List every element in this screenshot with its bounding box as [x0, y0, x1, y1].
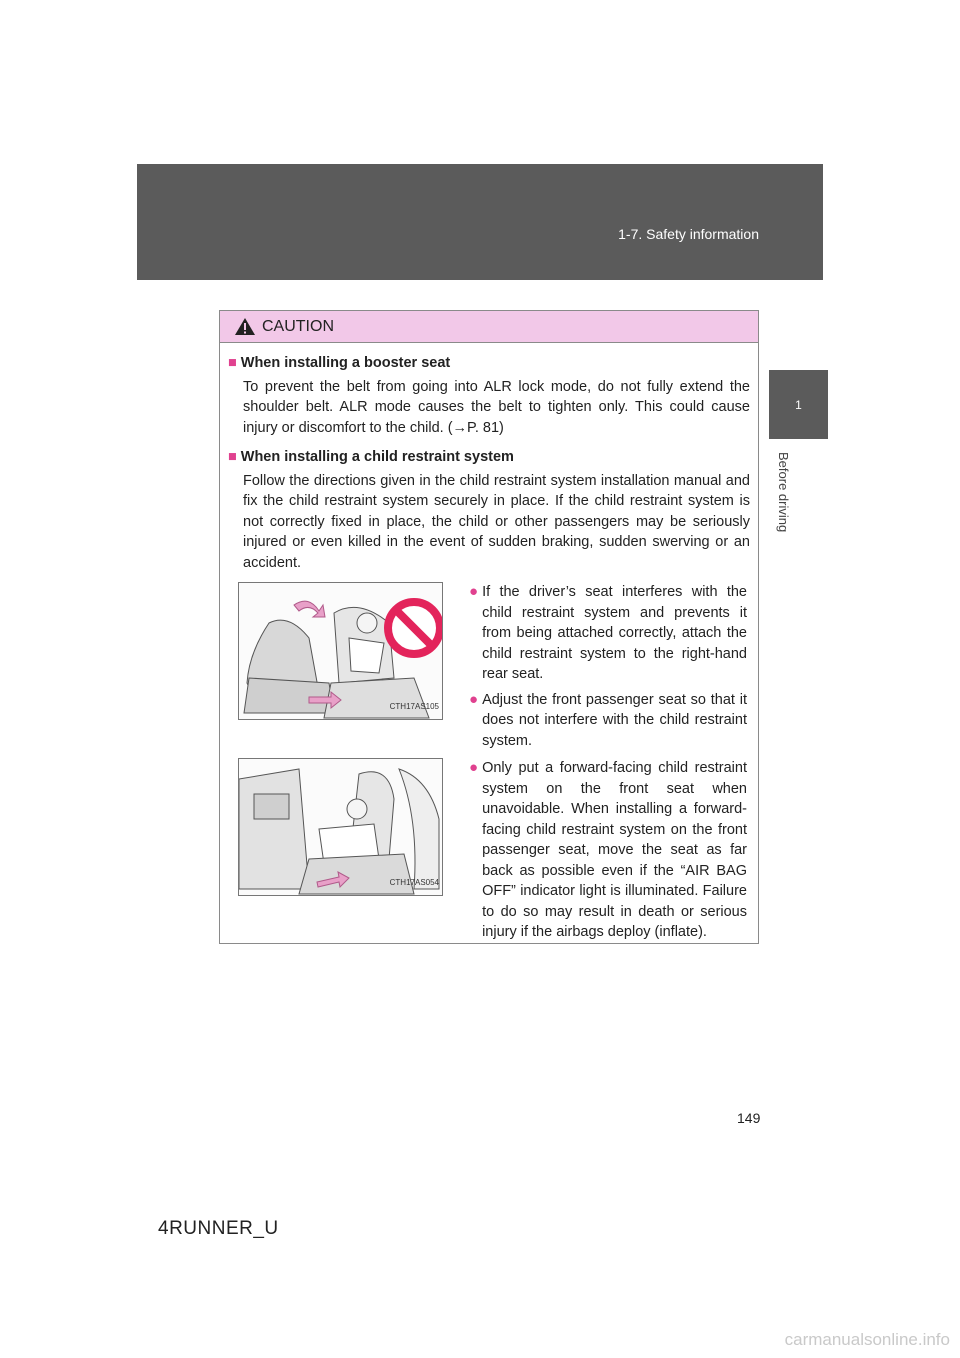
round-bullet-icon: ● — [469, 583, 479, 600]
item-text-booster: To prevent the belt from going into ALR lock mode, do not fully extend the shoulder belt. ALR mode causes the belt to tighten only. This could cause injury or discomfort to the child. (→P. 81) — [243, 378, 750, 436]
bullet-list-2 — [469, 758, 747, 948]
figure-code: CTH17AS054 — [389, 877, 439, 887]
square-bullet-icon: ■ — [228, 449, 237, 465]
page-number: 149 — [737, 1110, 761, 1126]
footer-code: 4RUNNER_U — [158, 1218, 279, 1239]
bullet-item: ● If the driver’s seat interferes with the child restraint system and prevents it from being attached correctly, attach the child restraint system to the right-hand rear seat. — [469, 582, 747, 685]
watermark: carmanualsonline.info — [784, 1330, 950, 1349]
chapter-number: 1 — [795, 397, 802, 412]
item-title-booster: ■ When installing a booster seat — [228, 355, 451, 371]
caution-header — [220, 311, 758, 343]
header-band — [137, 164, 823, 280]
move-arrow-icon — [294, 601, 325, 617]
square-bullet-icon: ■ — [228, 355, 237, 371]
figure-row-2 — [228, 758, 750, 948]
bullet-item: ● Adjust the front passenger seat so that it does not interfere with the child restraint system. — [469, 690, 747, 752]
round-bullet-icon: ● — [469, 759, 479, 776]
section-title: 1-7. Safety information — [618, 226, 759, 242]
figure-row-1 — [228, 582, 750, 756]
prohibition-icon — [388, 602, 440, 654]
figure-seat-interference — [238, 582, 443, 720]
caution-title: CAUTION — [262, 317, 334, 335]
item-title-restraint: ■ When installing a child restraint system — [228, 449, 514, 465]
bullet-item: ● Only put a forward-facing child restraint system on the front seat when unavoidable. When installing a forward-facing child restraint system on the front passenger seat, move the seat as far back as possible even if the “AIR BAG OFF” indicator light is illuminated. Failure to do so may result in death or serious injury if the airbags deploy (inflate). — [469, 758, 747, 943]
item-text-restraint: Follow the directions given in the child restraint system installation manual and fix the child restraint system securely in place. If the child restraint system is not correctly fixed in place, the child or other passengers may be seriously injured or even killed in the event of sudden braking, sudden swerving or an accident. — [243, 472, 750, 571]
round-bullet-icon: ● — [469, 690, 479, 708]
figure-forward-facing — [238, 758, 443, 896]
chapter-tab[interactable] — [769, 370, 828, 439]
bullet-list-1 — [469, 582, 747, 756]
caution-box — [219, 310, 759, 944]
warning-triangle-icon — [234, 317, 256, 336]
caution-content — [220, 343, 758, 948]
figure-code: CTH17AS105 — [389, 701, 439, 711]
chapter-label: Before driving — [776, 452, 791, 533]
